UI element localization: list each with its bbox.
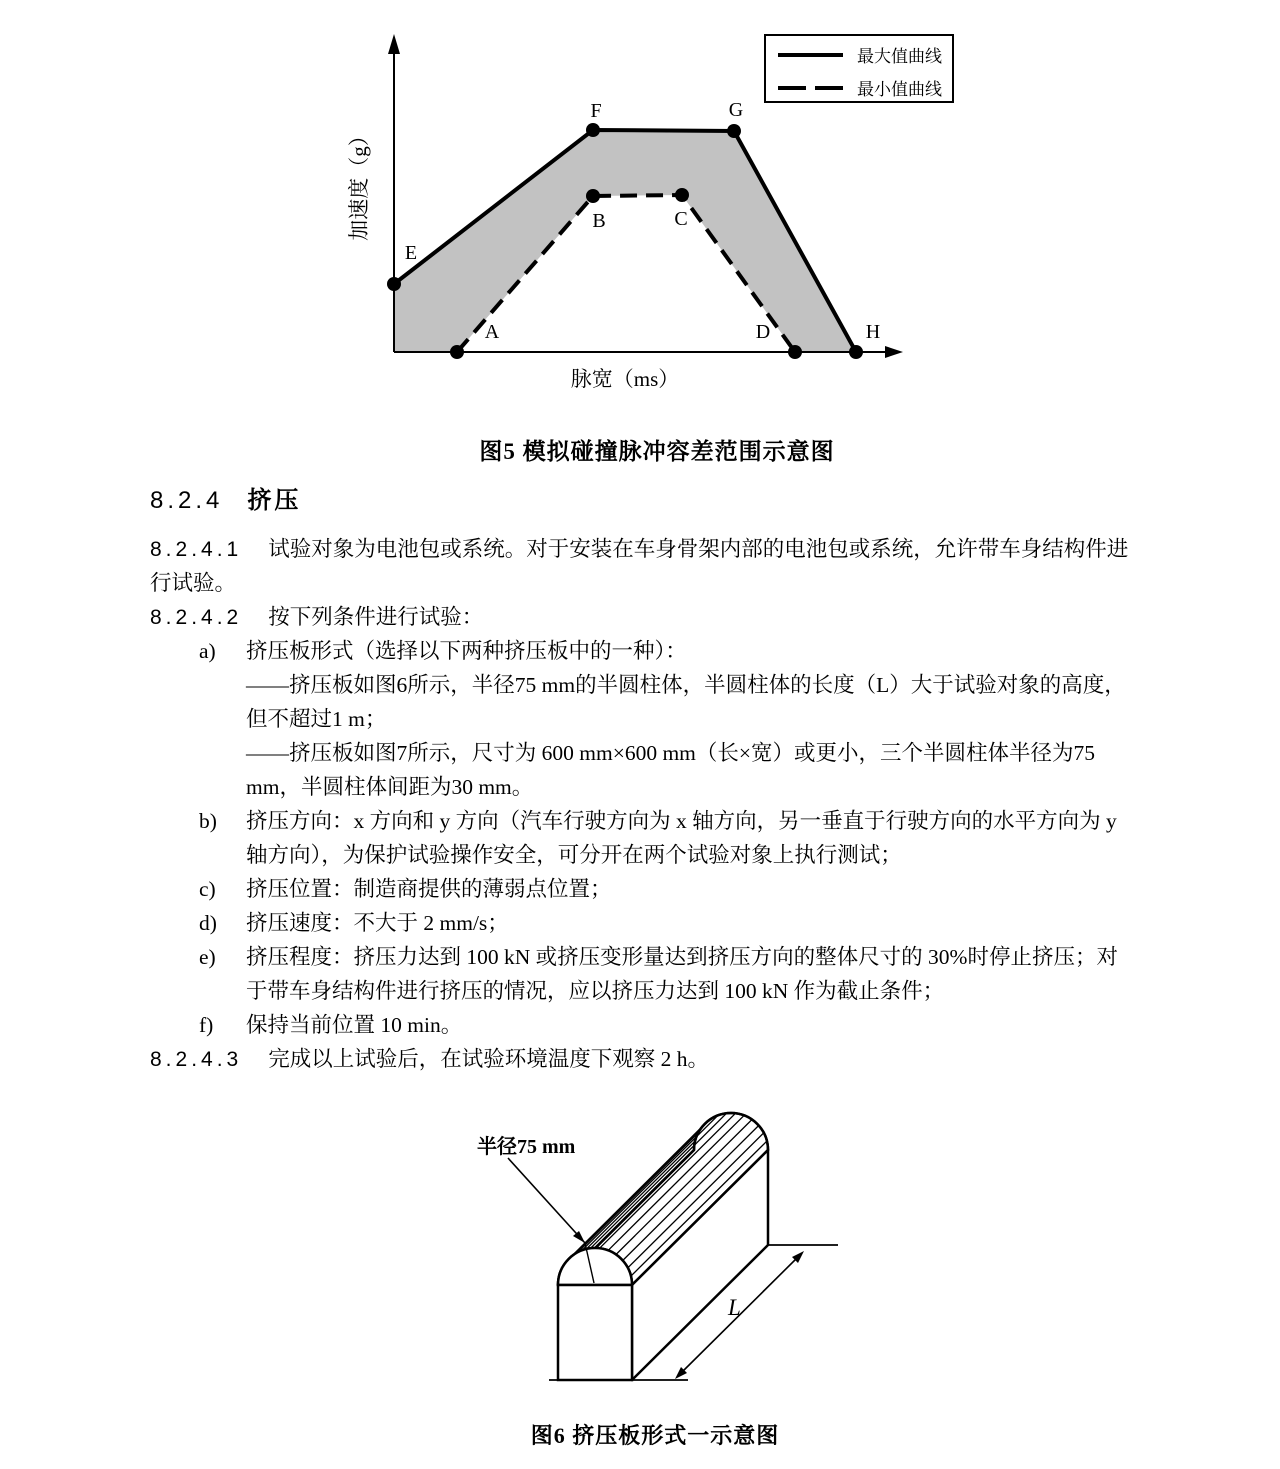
point-label-A: A	[484, 321, 500, 343]
point-label-F: F	[590, 100, 602, 122]
list-item-label: a)	[199, 639, 216, 663]
list-item-text: 挤压程度：挤压力达到 100 kN 或挤压变形量达到挤压方向的整体尺寸的 30%时停止挤压；对	[246, 945, 1118, 969]
clause-8-2-4-1-continuation: 行试验。	[150, 571, 237, 595]
y-axis-label: 加速度（g）	[347, 125, 371, 241]
x-axis-arrow-icon	[885, 346, 903, 358]
point-label-C: C	[674, 208, 688, 230]
list-item-d	[150, 906, 1150, 940]
radius-label: 半径75 mm	[477, 1136, 576, 1158]
section-heading	[150, 484, 1150, 518]
list-item-f	[150, 1008, 1150, 1042]
point-D	[788, 345, 802, 359]
point-label-B: B	[592, 210, 606, 232]
list-item-text: 挤压板形式（选择以下两种挤压板中的一种）：	[246, 639, 687, 663]
figure5-chart	[0, 0, 1280, 420]
list-item-label: e)	[199, 945, 216, 969]
clause-number: 8.2.4.3	[150, 1048, 243, 1071]
clause-number: 8.2.4.1	[150, 538, 243, 561]
figure6-diagram	[430, 1090, 850, 1410]
clause-text: 试验对象为电池包或系统。对于安装在车身骨架内部的电池包或系统，允许带车身结构件进	[268, 537, 1129, 561]
list-item-label: b)	[199, 809, 217, 833]
list-item-a-dash2-line1: ——挤压板如图7所示，尺寸为 600 mm×600 mm（长×宽）或更小，三个半圆柱体半径为75	[246, 741, 1096, 765]
list-item-text: 挤压速度：不大于 2 mm/s；	[246, 911, 509, 935]
x-axis-label: 脉宽（ms）	[570, 367, 680, 391]
clause-8-2-4-3	[150, 1042, 1150, 1076]
list-item-label: d)	[199, 911, 217, 935]
list-item-text: 挤压方向：x 方向和 y 方向（汽车行驶方向为 x 轴方向，另一垂直于行驶方向的水平方向为 y	[246, 809, 1117, 833]
legend-max-label: 最大值曲线	[857, 47, 942, 66]
list-item-a-dash1-line2: 但不超过1 m；	[246, 707, 387, 731]
point-label-H: H	[865, 321, 881, 343]
point-label-E: E	[404, 242, 418, 264]
list-item-a-dash2-line2: mm，半圆柱体间距为30 mm。	[246, 775, 534, 799]
point-E	[387, 277, 401, 291]
clause-text: 按下列条件进行试验：	[268, 605, 484, 629]
point-label-D: D	[755, 321, 771, 343]
list-item-e	[150, 940, 1150, 974]
clause-number: 8.2.4.2	[150, 606, 243, 629]
clause-text: 完成以上试验后，在试验环境温度下观察 2 h。	[268, 1047, 709, 1071]
tolerance-band-area	[394, 130, 856, 352]
y-axis-arrow-icon	[388, 34, 400, 54]
point-F	[586, 123, 600, 137]
list-item-c	[150, 872, 1150, 906]
point-B	[586, 189, 600, 203]
point-label-G: G	[728, 99, 744, 121]
section-heading-title: 挤压	[247, 487, 302, 514]
point-G	[727, 124, 741, 138]
figure5-caption: 图5 模拟碰撞脉冲容差范围示意图	[479, 439, 835, 464]
list-item-label: f)	[199, 1013, 214, 1037]
list-item-b	[150, 804, 1150, 838]
chart-legend	[765, 35, 953, 102]
point-C	[675, 188, 689, 202]
figure6-caption: 图6 挤压板形式一示意图	[530, 1423, 780, 1448]
clause-8-2-4-2	[150, 600, 1150, 634]
point-A	[450, 345, 464, 359]
list-item-a	[150, 634, 1150, 668]
point-H	[849, 345, 863, 359]
list-item-b-continuation: 轴方向），为保护试验操作安全，可分开在两个试验对象上执行测试；	[246, 843, 902, 867]
section-8-2-4	[150, 484, 1150, 1076]
list-item-text: 保持当前位置 10 min。	[246, 1013, 463, 1037]
clause-8-2-4-1	[150, 532, 1150, 566]
length-label: L	[728, 1295, 741, 1320]
list-item-a-dash1-line1: ——挤压板如图6所示，半径75 mm的半圆柱体，半圆柱体的长度（L）大于试验对象的高度，	[246, 673, 1126, 697]
list-item-label: c)	[199, 877, 216, 901]
legend-min-label: 最小值曲线	[857, 80, 942, 99]
section-heading-number: 8.2.4	[150, 487, 224, 514]
list-item-text: 挤压位置：制造商提供的薄弱点位置；	[246, 877, 612, 901]
list-item-e-continuation: 于带车身结构件进行挤压的情况，应以挤压力达到 100 kN 作为截止条件；	[246, 979, 945, 1003]
radius-leader-line	[508, 1158, 585, 1243]
front-face	[558, 1285, 632, 1380]
